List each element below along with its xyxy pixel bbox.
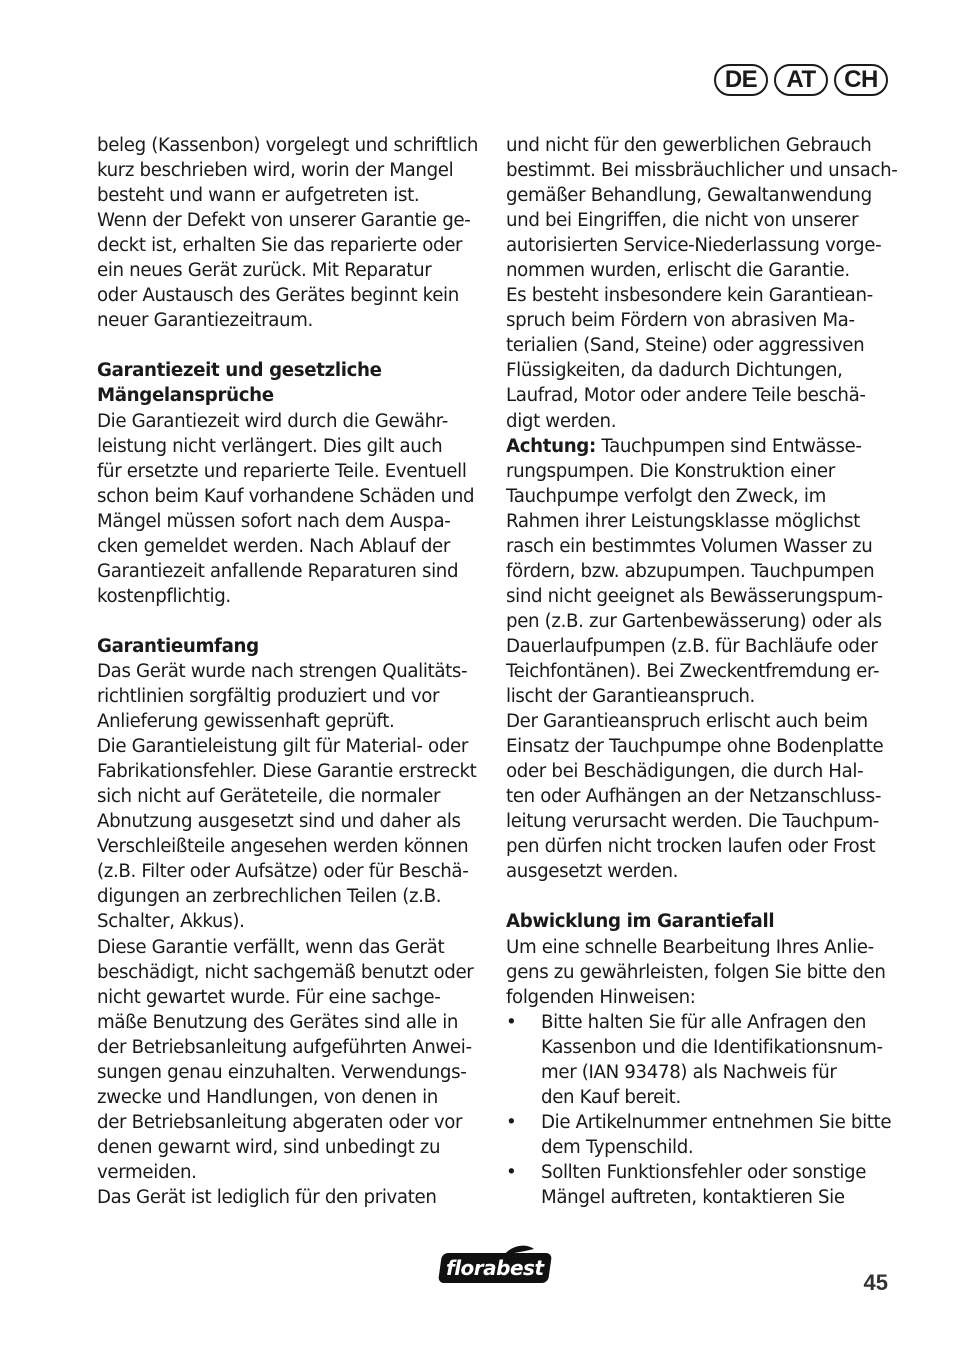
brand-logo-text: florabest [446,1256,544,1280]
text-line: nicht gewartet wurde. Für eine sachge- [97,986,441,1008]
page-number: 45 [863,1270,888,1295]
text-line: lischt der Garantieanspruch. [506,686,755,708]
text-line: (z.B. Filter oder Aufsätze) oder für Beschä- [97,861,469,883]
text-line: leitung verursacht werden. Die Tauchpum- [506,811,880,833]
bullet-continuation: Mängel auftreten, kontaktieren Sie [541,1186,845,1208]
language-badge-ch: CH [834,64,888,96]
brand-logo [440,1247,550,1287]
text-line: neuer Garantiezeitraum. [97,310,313,332]
text-line: spruch beim Fördern von abrasiven Ma- [506,310,855,332]
text-run: Tauchpumpen sind Entwässe- [595,435,862,457]
text-line: pen (z.B. zur Gartenbewässerung) oder als [506,610,882,632]
text-line: cken gemeldet werden. Nach Ablauf der [97,535,450,557]
text-line: ein neues Gerät zurück. Mit Reparatur [97,260,432,282]
text-line: nommen wurden, erlischt die Garantie. [506,260,850,282]
leaf-icon [502,1245,536,1257]
bullet-item [506,1010,898,1035]
text-line: Dauerlaufpumpen (z.B. für Bachläufe oder [506,635,878,657]
text-line: oder Austausch des Gerätes beginnt kein [97,285,459,307]
text-line: digt werden. [506,410,617,432]
text-line: Die Garantiezeit wird durch die Gewähr- [97,410,448,432]
text-line: Die Garantieleistung gilt für Material- oder [97,736,468,758]
text-line: oder bei Beschädigungen, die durch Hal- [506,761,864,783]
text-line: kostenpflichtig. [97,585,231,607]
text-line: und bei Eingriffen, die nicht von unserer [506,210,859,232]
text-line: rungspumpen. Die Konstruktion einer [506,460,835,482]
bullet-continuation: den Kauf bereit. [541,1086,681,1108]
text-line: Flüssigkeiten, da dadurch Dichtungen, [506,360,843,382]
text-line: Fabrikationsfehler. Diese Garantie erstreckt [97,761,477,783]
text-line: Garantiezeit anfallende Reparaturen sind [97,560,459,582]
text-line: Mängel müssen sofort nach dem Auspa- [97,510,451,532]
text-line: leistung nicht verlängert. Dies gilt auch [97,435,443,457]
text-line: digungen an zerbrechlichen Teilen (z.B. [97,886,442,908]
text-line: ausgesetzt werden. [506,861,679,883]
language-badge-de: DE [714,64,768,96]
text-line: besteht und wann er aufgetreten ist. [97,185,420,207]
text-line: Teichfontänen). Bei Zweckentfremdung er- [506,660,880,682]
left-text-column [97,133,487,1210]
text-line: Um eine schnelle Bearbeitung Ihres Anlie- [506,936,874,958]
text-line: Das Gerät wurde nach strengen Qualitäts- [97,660,468,682]
text-line: autorisierten Service-Niederlassung vorge- [506,235,882,257]
text-line: Abnutzung ausgesetzt sind und daher als [97,811,461,833]
text-line: mäße Benutzung des Gerätes sind alle in [97,1011,459,1033]
text-line: Tauchpumpe verfolgt den Zweck, im [506,485,826,507]
text-line: zwecke und Handlungen, von denen in [97,1086,438,1108]
text-line: kurz beschrieben wird, worin der Mangel [97,160,454,182]
bullet-text: Sollten Funktionsfehler oder sonstige [541,1161,867,1183]
text-line: Laufrad, Motor oder andere Teile beschä- [506,385,866,407]
text-line: Der Garantieanspruch erlischt auch beim [506,711,868,733]
paragraph-spacer [506,884,898,909]
text-line: denen gewarnt wird, sind unbedingt zu [97,1136,441,1158]
text-line: rasch ein bestimmtes Volumen Wasser zu [506,535,873,557]
text-line: sungen genau einzuhalten. Verwendungs- [97,1061,467,1083]
text-line: sich nicht auf Geräteteile, die normaler [97,786,441,808]
bullet-continuation: dem Typenschild. [541,1136,694,1158]
text-line [506,434,898,459]
text-line: deckt ist, erhalten Sie das reparierte oder [97,235,463,257]
text-line: der Betriebsanleitung abgeraten oder vor [97,1111,463,1133]
text-line: Anlieferung gewissenhaft geprüft. [97,711,395,733]
text-line: schon beim Kauf vorhandene Schäden und [97,485,475,507]
text-line: Das Gerät ist lediglich für den privaten [97,1186,437,1208]
right-text-column [506,133,898,1210]
section-heading: Garantieumfang [97,635,259,657]
text-line: Diese Garantie verfällt, wenn das Gerät [97,936,445,958]
text-line: für ersetzte und reparierte Teile. Eventuell [97,460,467,482]
text-line: folgenden Hinweisen: [506,986,696,1008]
paragraph-spacer [97,333,487,358]
bullet-icon: • [506,1111,517,1133]
text-line: ten oder Aufhängen an der Netzanschluss- [506,786,882,808]
text-line: Rahmen ihrer Leistungsklasse möglichst [506,510,860,532]
bullet-continuation: Kassenbon und die Identifikationsnum- [541,1036,883,1058]
text-line: beleg (Kassenbon) vorgelegt und schriftlich [97,135,479,156]
text-line: Verschleißteile angesehen werden können [97,836,469,858]
text-line: und nicht für den gewerblichen Gebrauch [506,135,872,156]
text-line: der Betriebsanleitung aufgeführten Anwei- [97,1036,472,1058]
text-line: gens zu gewährleisten, folgen Sie bitte den [506,961,886,983]
text-line: richtlinien sorgfältig produziert und vor [97,686,440,708]
text-line: Schalter, Akkus). [97,911,245,933]
text-line: gemäßer Behandlung, Gewaltanwendung [506,185,872,207]
language-badges [714,64,888,96]
text-line: Einsatz der Tauchpumpe ohne Bodenplatte [506,736,884,758]
text-line: vermeiden. [97,1161,197,1183]
bullet-icon: • [506,1011,517,1033]
text-line: bestimmt. Bei missbräuchlicher und unsach- [506,160,898,182]
bullet-item [506,1160,898,1185]
text-line: pen dürfen nicht trocken laufen oder Frost [506,836,876,858]
text-line: terialien (Sand, Steine) oder aggressiven [506,335,865,357]
text-line: beschädigt, nicht sachgemäß benutzt oder [97,961,474,983]
text-line: Wenn der Defekt von unserer Garantie ge- [97,210,471,232]
bullet-item [506,1110,898,1135]
language-badge-at: AT [774,64,828,96]
bold-lead-label: Achtung: [506,435,596,457]
section-heading: Garantiezeit und gesetzliche [97,360,382,382]
bullet-icon: • [506,1161,517,1183]
text-line: Es besteht insbesondere kein Garantiean- [506,285,873,307]
bullet-text: Die Artikelnummer entnehmen Sie bitte [541,1111,892,1133]
section-heading: Abwicklung im Garantiefall [506,911,775,933]
section-heading: Mängelansprüche [97,385,274,407]
text-line: fördern, bzw. abzupumpen. Tauchpumpen [506,560,875,582]
bullet-continuation: mer (IAN 93478) als Nachweis für [541,1061,837,1083]
text-line: sind nicht geeignet als Bewässerungspum- [506,585,883,607]
paragraph-spacer [97,609,487,634]
bullet-text: Bitte halten Sie für alle Anfragen den [541,1011,867,1033]
